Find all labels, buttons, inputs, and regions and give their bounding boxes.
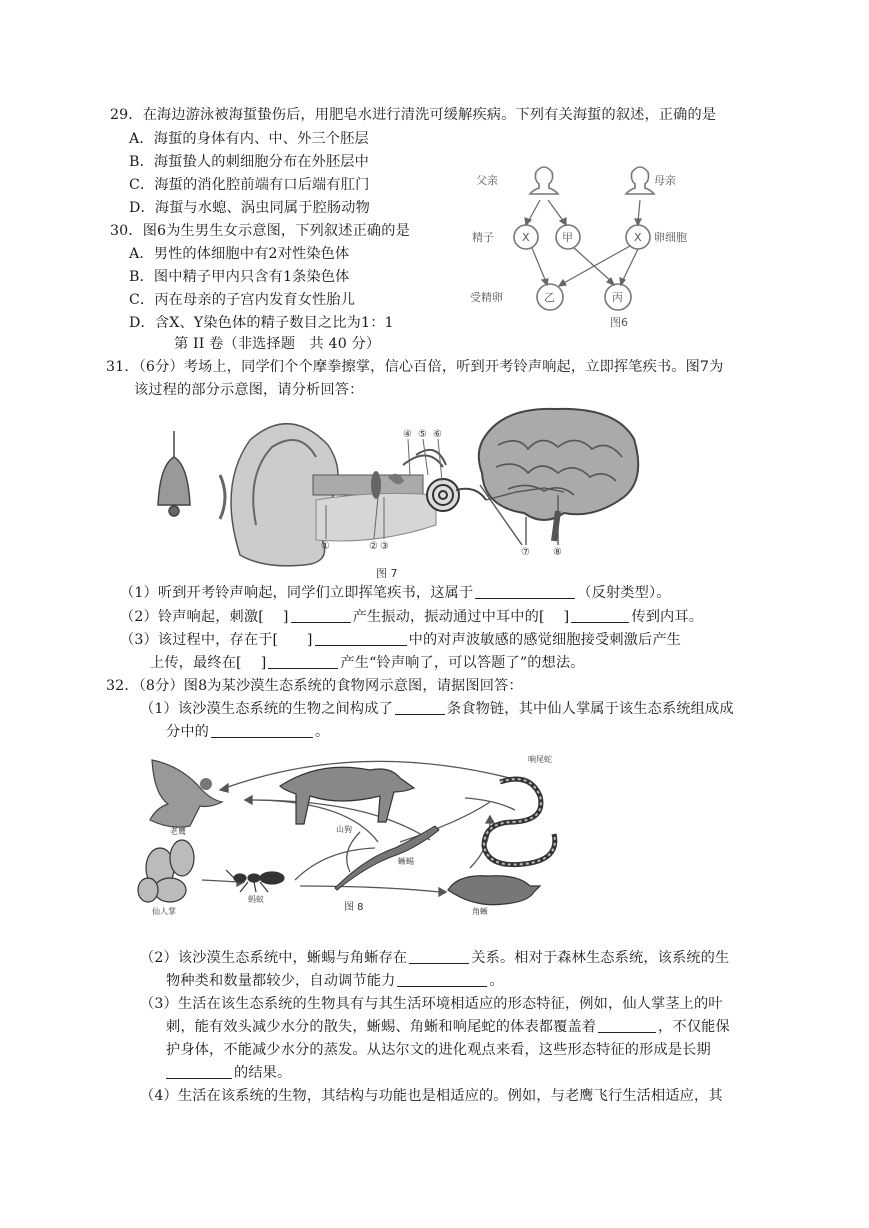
q31-part3-line1 [120,630,681,650]
q32-blank-chain-count[interactable] [395,700,445,715]
q31-part1-text-a: （1）听到开考铃声响起，同学们立即挥笔疾书，这属于 [120,585,474,601]
ant-icon [226,870,284,892]
fig6-sperm-label: 精子 [472,231,494,244]
fig7-label-4: ④ [403,429,412,440]
q31-part2-text-a: （2）铃声响起，刺激[ ] [120,609,289,625]
father-icon [530,167,558,194]
q32-blank-relationship[interactable] [409,949,469,964]
q32-blank-regulation-ability[interactable] [397,972,487,987]
rattlesnake-icon [484,779,555,865]
fig6-yi-label: 乙 [544,291,555,304]
q32-line1: 32．（8分）图8为某沙漠生态系统的食物网示意图，请据图回答： [106,678,523,694]
q31-line1: 31．（6分）考场上，同学们个个摩拳擦掌，信心百倍，听到开考铃声响起，立即挥笔疾书。图7为 [106,359,724,375]
fig8-coyote-label: 山狗 [336,825,352,834]
q32-part3-text-b: 刺，能有效头减少水分的散失，蜥蜴、角蜥和响尾蛇的体表都覆盖着 [166,1019,597,1035]
q31-part2-text-b: 产生振动，振动通过中耳中的[ ] [352,609,570,625]
q31-blank-reflex-type[interactable] [475,584,575,599]
q32-part1-text-a: （1）该沙漠生态系统的生物之间构成了 [140,701,393,717]
q32-part2-text-b: 关系。相对于森林生态系统，该系统的生 [471,950,730,966]
q29-option-c: C．海蜇的消化腔前端有口后端有肛门 [129,177,370,193]
q30-stem: 30．图6为生男生女示意图，下列叙述正确的是 [110,223,410,239]
q32-part2-text-c: 物种类和数量都较少，自动调节能力 [166,973,396,989]
q32-part3-line2 [166,1017,730,1037]
q32-part3-line4 [166,1063,291,1083]
mother-icon [626,167,654,194]
q31-part2 [120,607,703,627]
q32-part1-line1 [140,699,734,719]
q30-option-b: B．图中精子甲内只含有1条染色体 [129,269,350,285]
q31-blank-middle-ear-part[interactable] [571,608,629,623]
q32-part2-line1 [140,948,729,968]
q31-part3-line2 [150,653,585,673]
q32-part1-text-d: 。 [315,724,330,740]
fig6-x1-label: X [522,231,530,244]
fig6-jia-label: 甲 [562,231,573,244]
fig7-label-6: ⑥ [433,429,442,440]
fig6-father-label: 父亲 [476,174,498,187]
fig7-label-1: ① [321,541,330,552]
coyote-icon [280,767,414,824]
q32-blank-evolution-process[interactable] [166,1064,232,1079]
figure-8-food-web [130,750,590,922]
q31-part1 [120,583,671,603]
fig6-zygote-label: 受精卵 [470,291,503,304]
q32-part1-line2 [166,722,329,742]
q32-part3-line1: （3）生活在该生态系统的生物具有与其生活环境相适应的形态特征，例如，仙人掌茎上的叶 [140,996,723,1012]
q31-part3-text-a: （3）该过程中，存在于[ ] [120,632,313,648]
fig7-label-8: ⑧ [553,547,562,558]
q31-part3-text-c: 上传，最终在[ ] [150,655,267,671]
q32-part2-text-a: （2）该沙漠生态系统中，蜥蜴与角蜥存在 [140,950,408,966]
q32-part1-text-b: 条食物链，其中仙人掌属于该生态系统组成成 [446,701,734,717]
fig7-caption: 图 7 [376,567,398,580]
fig7-label-5: ⑤ [418,429,427,440]
q31-line2: 该过程的部分示意图，请分析回答： [134,382,364,398]
fig7-label-7: ⑦ [521,547,530,558]
fig8-lizard-label: 蜥蜴 [398,857,414,866]
q32-blank-body-covering[interactable] [598,1018,656,1033]
cactus-icon [138,840,194,902]
q31-part3-text-b: 中的对声波敏感的感觉细胞接受刺激后产生 [408,632,682,648]
fig6-x2-label: X [634,231,642,244]
figure-6-diagram [470,160,687,332]
q32-part3-text-c: ，不仅能保 [658,1019,730,1035]
fig7-label-3: ③ [380,541,389,552]
q29-stem: 29．在海边游泳被海蜇蛰伤后，用肥皂水进行清洗可缓解疾病。下列有关海蜇的叙述，正确的是 [110,107,717,123]
fig8-caption: 图 8 [344,902,364,913]
q29-option-b: B．海蜇蛰人的刺细胞分布在外胚层中 [129,154,369,170]
q29-option-d: D．海蜇与水螅、涡虫同属于腔肠动物 [129,200,370,216]
q31-blank-brain-center[interactable] [268,654,338,669]
fig8-horned-lizard-label: 角蜥 [472,907,488,916]
q31-blank-receptor-location[interactable] [315,631,407,646]
q32-part1-text-c: 分中的 [166,724,210,740]
q31-part2-text-c: 传到内耳。 [631,609,704,625]
q31-blank-vibrating-part[interactable] [291,608,351,623]
ear-anatomy [231,424,486,566]
fig6-bing-label: 丙 [612,291,623,304]
q32-part2-line2 [166,971,504,991]
fig6-mother-label: 母亲 [654,174,676,187]
fig8-ant-label: 蚂蚁 [248,895,264,904]
figure-7-diagram [148,405,638,583]
q32-part3-text-e: 的结果。 [234,1065,292,1081]
lizard-icon [335,826,439,890]
q32-part3-line3: 护身体，不能减少水分的蒸发。从达尔文的进化观点来看，这些形态特征的形成是长期 [166,1042,711,1058]
q32-part4: （4）生活在该系统的生物，其结构与功能也是相适应的。例如，与老鹰飞行生活相适应，其 [140,1088,723,1104]
q32-part2-text-d: 。 [489,973,504,989]
bell-icon [158,431,190,516]
q30-option-a: A．男性的体细胞中有2对性染色体 [129,246,350,262]
fig6-caption: 图6 [610,316,628,329]
q30-option-d: D．含X、Y染色体的精子数目之比为1：1 [129,315,394,331]
q32-blank-cactus-role[interactable] [211,723,313,738]
fig8-cactus-label: 仙人掌 [152,907,176,916]
q30-option-c: C．丙在母亲的子宫内发育女性胎儿 [129,292,356,308]
horned-lizard-icon [448,876,540,905]
fig6-egg-label: 卵细胞 [654,231,687,244]
q31-part1-text-b: （反射类型）。 [577,585,671,601]
q29-option-a: A．海蜇的身体有内、中、外三个胚层 [129,131,369,147]
fig8-eagle-label: 老鹰 [170,827,186,836]
fig7-label-2: ② [369,541,378,552]
eagle-icon [150,760,222,827]
q31-part3-text-d: 产生“铃声响了，可以答题了”的想法。 [340,655,585,671]
section-2-title: 第 II 卷（非选择题 共 40 分） [174,336,381,352]
fig8-rattlesnake-label: 响尾蛇 [528,755,552,764]
